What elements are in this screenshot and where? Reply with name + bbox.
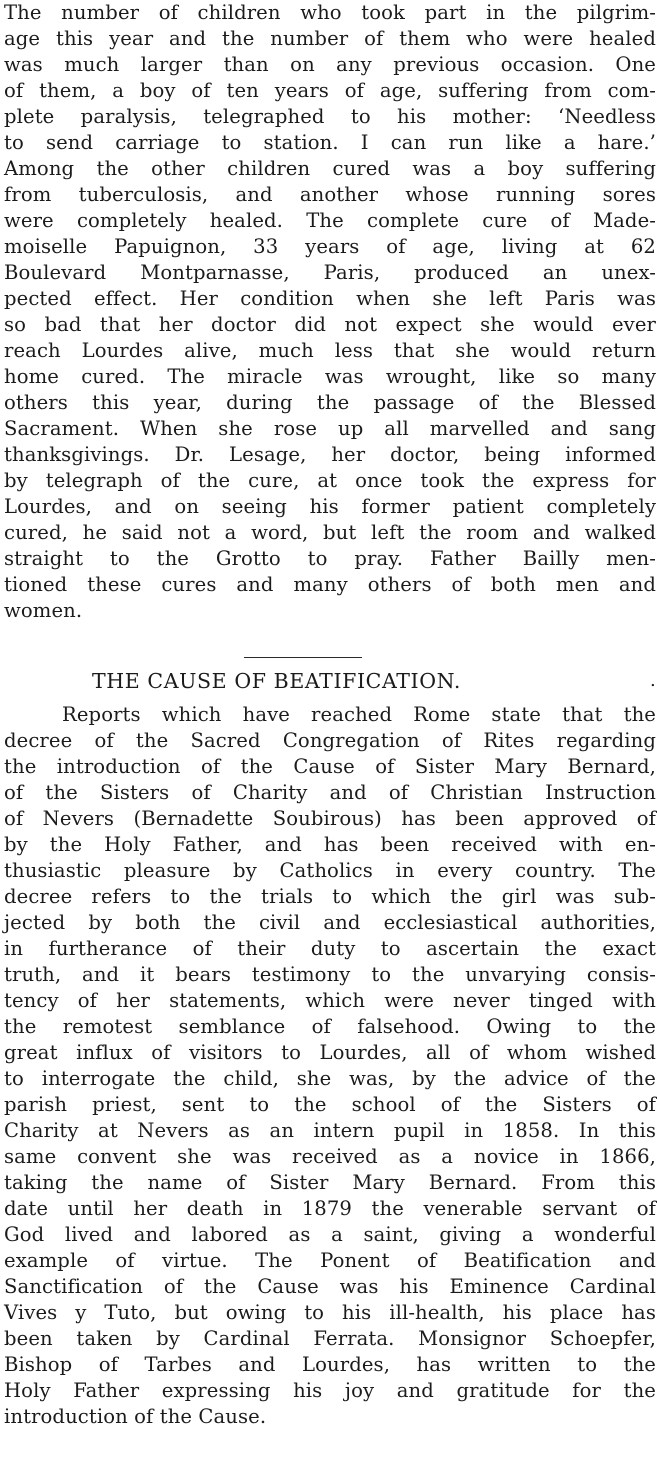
- paragraph-2-line: thusiastic pleasure by Catholics in every country. The: [4, 859, 656, 882]
- section-divider: [244, 657, 362, 658]
- paragraph-1-line: of them, a boy of ten years of age, suffering from com-: [4, 79, 656, 102]
- paragraph-2-line: in furtherance of their duty to ascertain the exact: [4, 937, 656, 960]
- paragraph-1-line: others this year, during the passage of the Blessed: [4, 391, 656, 414]
- paragraph-2-line: date until her death in 1879 the venerable servant of: [4, 1197, 656, 1220]
- paragraph-2-line: parish priest, sent to the school of the Sisters of: [4, 1093, 656, 1116]
- paragraph-1-line: reach Lourdes alive, much less that she would return: [4, 339, 656, 362]
- paragraph-2-line: Charity at Nevers as an intern pupil in 1858. In this: [4, 1119, 656, 1142]
- paragraph-1-line: moiselle Papuignon, 33 years of age, living at 62: [4, 235, 656, 258]
- paragraph-2-line: by the Holy Father, and has been received with en-: [4, 833, 656, 856]
- paragraph-1-line: Among the other children cured was a boy suffering: [4, 157, 656, 180]
- paragraph-2-line: Sanctification of the Cause was his Eminence Cardinal: [4, 1275, 656, 1298]
- paragraph-2-line: of Nevers (Bernadette Soubirous) has been approved of: [4, 807, 656, 830]
- paragraph-2-line: God lived and labored as a saint, giving a wonderful: [4, 1223, 656, 1246]
- paragraph-2-line: example of virtue. The Ponent of Beatification and: [4, 1249, 656, 1272]
- paragraph-2-line: Reports which have reached Rome state that the: [62, 703, 656, 726]
- paragraph-1-line: so bad that her doctor did not expect she would ever: [4, 313, 656, 336]
- paragraph-2-line: Holy Father expressing his joy and gratitude for the: [4, 1379, 656, 1402]
- paragraph-1-line: tioned these cures and many others of both men and: [4, 573, 656, 596]
- heading-stray-mark: .: [650, 670, 656, 691]
- paragraph-2-line: jected by both the civil and ecclesiastical authorities,: [4, 911, 656, 934]
- paragraph-1-line: by telegraph of the cure, at once took the express for: [4, 469, 656, 492]
- paragraph-2-line: of the Sisters of Charity and of Christian Instruction: [4, 781, 656, 804]
- paragraph-1-line: Lourdes, and on seeing his former patient completely: [4, 495, 656, 518]
- paragraph-1-line: cured, he said not a word, but left the room and walked: [4, 521, 656, 544]
- section-heading: THE CAUSE OF BEATIFICATION.: [92, 669, 461, 693]
- paragraph-1-line: home cured. The miracle was wrought, like so many: [4, 365, 656, 388]
- paragraph-1-line: to send carriage to station. I can run like a hare.’: [4, 131, 656, 154]
- paragraph-2-line: taking the name of Sister Mary Bernard. From this: [4, 1171, 656, 1194]
- paragraph-2-line: the remotest semblance of falsehood. Owing to the: [4, 1015, 656, 1038]
- paragraph-1-line: age this year and the number of them who were healed: [4, 27, 656, 50]
- paragraph-1-line: The number of children who took part in the pilgrim-: [4, 1, 656, 24]
- paragraph-2-line: same convent she was received as a novice in 1866,: [4, 1145, 656, 1168]
- paragraph-1-line: plete paralysis, telegraphed to his mother: ‘Needless: [4, 105, 656, 128]
- paragraph-1-line: was much larger than on any previous occasion. One: [4, 53, 656, 76]
- paragraph-1-line: from tuberculosis, and another whose running sores: [4, 183, 656, 206]
- paragraph-2-line: to interrogate the child, she was, by the advice of the: [4, 1067, 656, 1090]
- paragraph-1-line: Sacrament. When she rose up all marvelled and sang: [4, 417, 656, 440]
- paragraph-1-line: women.: [4, 599, 83, 622]
- paragraph-2-line: decree refers to the trials to which the girl was sub-: [4, 885, 656, 908]
- paragraph-1-line: Boulevard Montparnasse, Paris, produced an unex-: [4, 261, 656, 284]
- paragraph-2-line: truth, and it bears testimony to the unvarying consis-: [4, 963, 656, 986]
- paragraph-2-line: tency of her statements, which were never tinged with: [4, 989, 656, 1012]
- paragraph-1-line: straight to the Grotto to pray. Father Bailly men-: [4, 547, 656, 570]
- paragraph-2-line: introduction of the Cause.: [4, 1405, 267, 1428]
- paragraph-1-line: pected effect. Her condition when she left Paris was: [4, 287, 656, 310]
- paragraph-2-line: great influx of visitors to Lourdes, all of whom wished: [4, 1041, 656, 1064]
- paragraph-1-line: were completely healed. The complete cure of Made-: [4, 209, 656, 232]
- paragraph-1-line: thanksgivings. Dr. Lesage, her doctor, being informed: [4, 443, 656, 466]
- paragraph-2-line: Bishop of Tarbes and Lourdes, has written to the: [4, 1353, 656, 1376]
- paragraph-2-line: decree of the Sacred Congregation of Rites regarding: [4, 729, 656, 752]
- paragraph-2-line: the introduction of the Cause of Sister Mary Bernard,: [4, 755, 656, 778]
- paragraph-2-line: been taken by Cardinal Ferrata. Monsignor Schoepfer,: [4, 1327, 656, 1350]
- paragraph-2-line: Vives y Tuto, but owing to his ill-health, his place has: [4, 1301, 656, 1324]
